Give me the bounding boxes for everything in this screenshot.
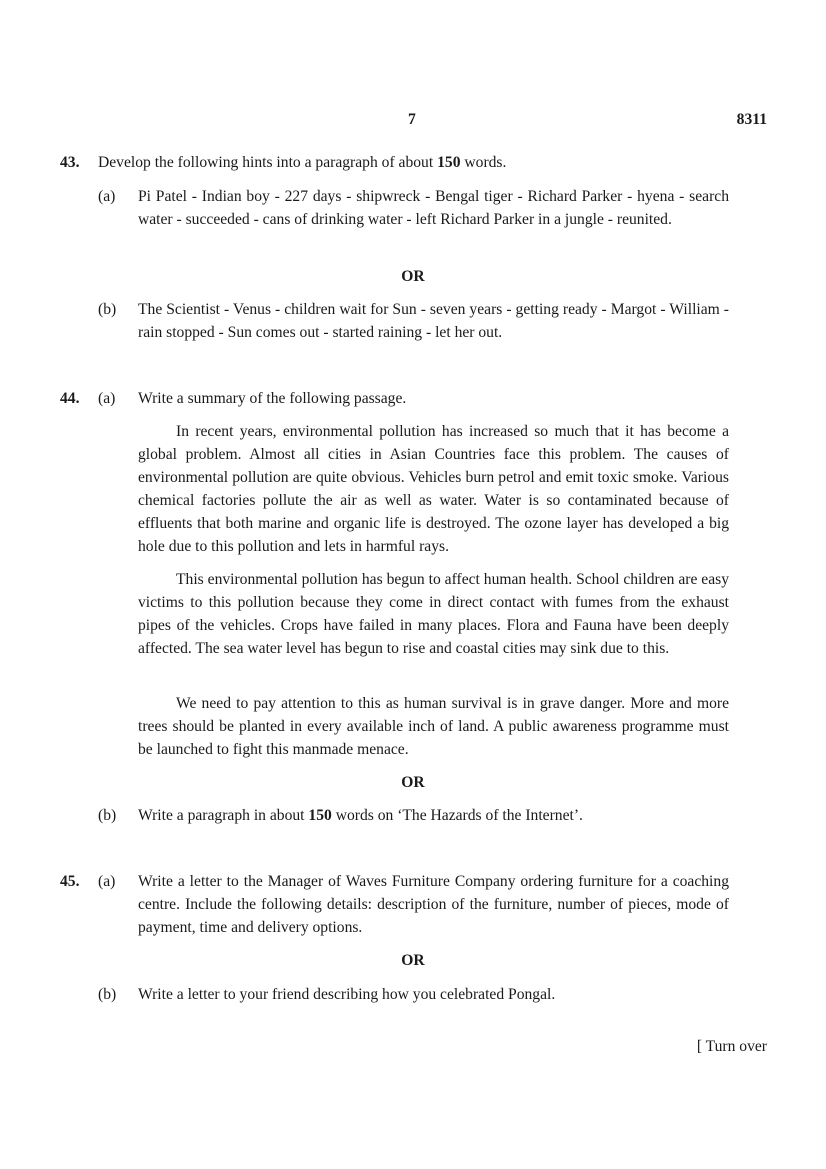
q44-word-count: 150 — [308, 807, 332, 824]
question-number-45: 45. — [60, 873, 80, 890]
q45-or: OR — [401, 952, 425, 969]
paper-code: 8311 — [736, 111, 767, 128]
q44-b-pre: Write a paragraph in about — [138, 807, 309, 824]
q44-b-text — [138, 804, 583, 827]
q45-b-text: Write a letter to your friend describing how you celebrated Pongal. — [138, 986, 556, 1003]
q43-b-label: (b) — [98, 301, 117, 318]
q43-or: OR — [401, 268, 425, 285]
q43-prompt-pre: Develop the following hints into a paragraph of about — [98, 154, 438, 171]
q43-a-label: (a) — [98, 188, 116, 205]
q45-a-text: Write a letter to the Manager of Waves Furniture Company ordering furniture for a coaching centre. Include the following details: description of the furniture, number of pieces, mode of payment, time and delivery options. — [138, 873, 729, 936]
q44-b-label: (b) — [98, 807, 117, 824]
q44-a-prompt: Write a summary of the following passage. — [138, 390, 407, 407]
q45-b-label: (b) — [98, 986, 117, 1003]
q43-prompt — [98, 151, 506, 174]
q44-or: OR — [401, 774, 425, 791]
question-number-44: 44. — [60, 390, 80, 407]
q44-a-label: (a) — [98, 390, 116, 407]
passage-paragraph-2: This environmental pollution has begun to affect human health. School children are easy victims to this pollution because they come in direct contact with fumes from the exhaust pipes of the vehicles. Crops have failed in many places. Flora and Fauna have been deeply affected. The sea water level has begun to rise and coastal cities may sink due to this. — [138, 571, 729, 657]
q43-prompt-post: words. — [460, 154, 507, 171]
q43-b-text: The Scientist - Venus - children wait for Sun - seven years - getting ready - Margot - William - rain stopped - Sun comes out - started raining - let her out. — [138, 301, 729, 341]
passage-paragraph-3: We need to pay attention to this as human survival is in grave danger. More and more trees should be planted in every available inch of land. A public awareness programme must be launched to fight this manmade menace. — [138, 695, 729, 758]
passage-paragraph-1: In recent years, environmental pollution has increased so much that it has become a global problem. Almost all cities in Asian Countries face this problem. The causes of environmental pollution are quite obvious. Vehicles burn petrol and emit toxic smoke. Various chemical factories pollute the air as well as water. Water is so contaminated because of effluents that both marine and organic life is destroyed. The ozone layer has developed a big hole due to this pollution and lets in harmful rays. — [138, 423, 729, 555]
question-number-43: 43. — [60, 154, 80, 171]
q45-a-label: (a) — [98, 873, 116, 890]
q43-a-text: Pi Patel - Indian boy - 227 days - shipwreck - Bengal tiger - Richard Parker - hyena - search water - succeeded - cans of drinking water - left Richard Parker in a jungle - reunited. — [138, 188, 729, 228]
page-number: 7 — [408, 111, 416, 128]
q43-word-count: 150 — [437, 154, 461, 171]
q44-b-post: words on ‘The Hazards of the Internet’. — [331, 807, 583, 824]
turn-over-note: [ Turn over — [696, 1038, 767, 1055]
